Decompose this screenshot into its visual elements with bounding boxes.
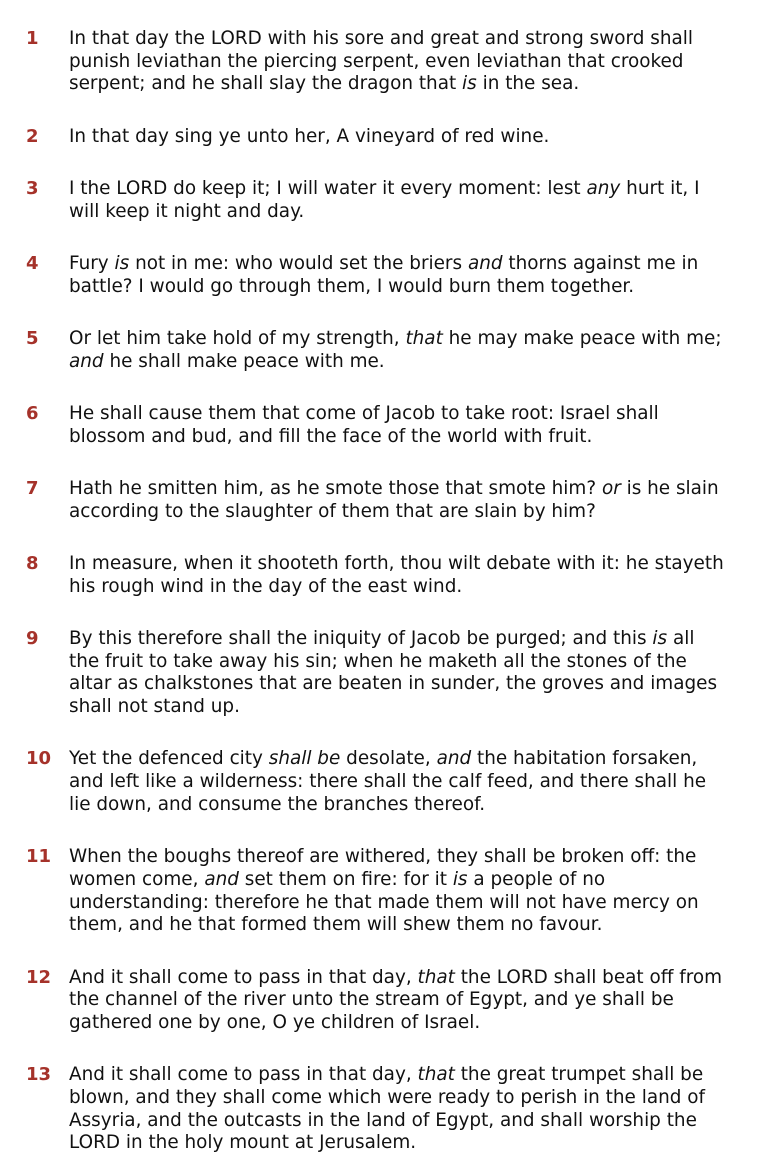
italic-word: that: [405, 328, 443, 349]
verse: [26, 748, 730, 816]
verse-text: [69, 178, 730, 223]
verse-text-segment: he shall make peace with me.: [103, 350, 385, 372]
verse: [26, 126, 730, 149]
verse-text-segment: He shall cause them that come of Jacob to take root: Israel shall blossom and bud, and fill the face of the world with fruit.: [69, 403, 659, 447]
italic-word: is: [652, 628, 668, 649]
verse-text-segment: set them on fire: for it: [238, 868, 453, 890]
verse-text: [69, 846, 730, 937]
verse-text: [69, 628, 730, 719]
verse: [26, 1064, 730, 1155]
verse-text: [69, 553, 730, 598]
verse-number: 2: [26, 125, 39, 147]
verse-text-segment: he may make peace with me;: [442, 328, 722, 349]
italic-word: and: [69, 350, 104, 372]
verse: [26, 28, 730, 96]
italic-word: that: [417, 1064, 455, 1086]
verse-text-segment: all the fruit to take away his sin; when he maketh all the stones of the altar as chalkstones that are beaten in sunder, the groves and images shall not stand up.: [69, 628, 718, 718]
verse-text-segment: the LORD shall beat off from the channel of the river unto the stream of Egypt, and ye shall be gathered one by one, O ye children of Israel.: [69, 966, 723, 1033]
verse-text: [69, 748, 730, 816]
verse-number: 13: [26, 1064, 52, 1086]
verse: [26, 553, 730, 598]
italic-word: is: [452, 868, 468, 890]
verse-number: 8: [26, 553, 39, 574]
verse-list: [26, 28, 730, 1155]
verse-text-segment: Yet the defenced city: [69, 748, 269, 770]
verse-text: [69, 403, 730, 448]
verse-text-segment: thorns against me in battle? I would go through them, I would burn them together.: [69, 253, 699, 297]
italic-word: and: [436, 748, 472, 770]
verse-text-segment: And it shall come to pass in that day,: [69, 1064, 418, 1086]
verse-number: 4: [26, 253, 39, 274]
verse: [26, 478, 730, 523]
verse: [26, 403, 730, 448]
verse-text-segment: In that day sing ye unto her, A vineyard of red wine.: [69, 125, 550, 147]
verse-text-segment: hurt it, I will keep it night and day.: [69, 178, 700, 222]
verse-number: 12: [26, 966, 52, 988]
verse: [26, 846, 730, 937]
verse-number: 6: [26, 403, 39, 424]
verse-text-segment: is he slain according to the slaughter of them that are slain by him?: [69, 478, 719, 522]
verse-text: [69, 126, 730, 149]
italic-word: is: [462, 73, 477, 95]
verse-text: [69, 478, 730, 523]
verse-text-segment: In that day the LORD with his sore and great and strong sword shall punish leviathan the piercing serpent, even leviathan that crooked serpent; and he shall slay the dragon that: [69, 28, 693, 95]
verse-number: 7: [26, 478, 39, 499]
verse: [26, 967, 730, 1035]
verse-text: [69, 253, 730, 298]
verse-number: 10: [26, 748, 52, 770]
verse-text-segment: in the sea.: [476, 73, 580, 95]
verse-text-segment: Or let him take hold of my strength,: [69, 328, 406, 349]
verse-text-segment: a people of no understanding: therefore he that made them will not have mercy on them, and he that formed them will shew them no favour.: [69, 868, 699, 936]
verse-number: 11: [26, 846, 52, 868]
italic-word: that: [417, 966, 455, 988]
verse-text-segment: the habitation forsaken, and left like a wilderness: there shall the calf feed, and there shall he lie down, and consume the branches thereof.: [69, 748, 707, 815]
verse-text-segment: the great trumpet shall be blown, and they shall come which were ready to perish in the land of Assyria, and the outcasts in the land of Egypt, and shall worship the LORD in the holy mount at Jerusalem.: [69, 1064, 705, 1154]
verse-text-segment: And it shall come to pass in that day,: [69, 966, 418, 988]
verse-text: [69, 1064, 730, 1155]
verse: [26, 328, 730, 373]
verse-number: 5: [26, 328, 39, 349]
verse-text-segment: By this therefore shall the iniquity of Jacob be purged; and this: [69, 628, 653, 649]
verse-text-segment: I the LORD do keep it; I will water it every moment: lest: [69, 178, 587, 199]
verse-text: [69, 967, 730, 1035]
verse-text: [69, 328, 730, 373]
italic-word: or: [601, 478, 621, 499]
verse-text-segment: Hath he smitten him, as he smote those that smote him?: [69, 478, 602, 499]
verse-number: 3: [26, 178, 39, 199]
italic-word: and: [467, 253, 503, 274]
verse: [26, 178, 730, 223]
verse: [26, 628, 730, 719]
verse-text-segment: Fury: [69, 253, 115, 274]
verse-number: 9: [26, 628, 39, 649]
verse-text-segment: When the boughs thereof are withered, they shall be broken off: the women come,: [69, 846, 697, 890]
italic-word: any: [586, 178, 621, 199]
verse-text-segment: desolate,: [340, 748, 437, 770]
verse: [26, 253, 730, 298]
italic-word: and: [204, 868, 239, 890]
verse-number: 1: [26, 28, 39, 49]
italic-word: is: [114, 253, 130, 274]
verse-text: [69, 28, 730, 96]
verse-text-segment: In measure, when it shooteth forth, thou wilt debate with it: he stayeth his rough wind in the day of the east wind.: [69, 553, 724, 597]
italic-word: shall be: [268, 748, 341, 770]
verse-text-segment: not in me: who would set the briers: [129, 253, 468, 274]
